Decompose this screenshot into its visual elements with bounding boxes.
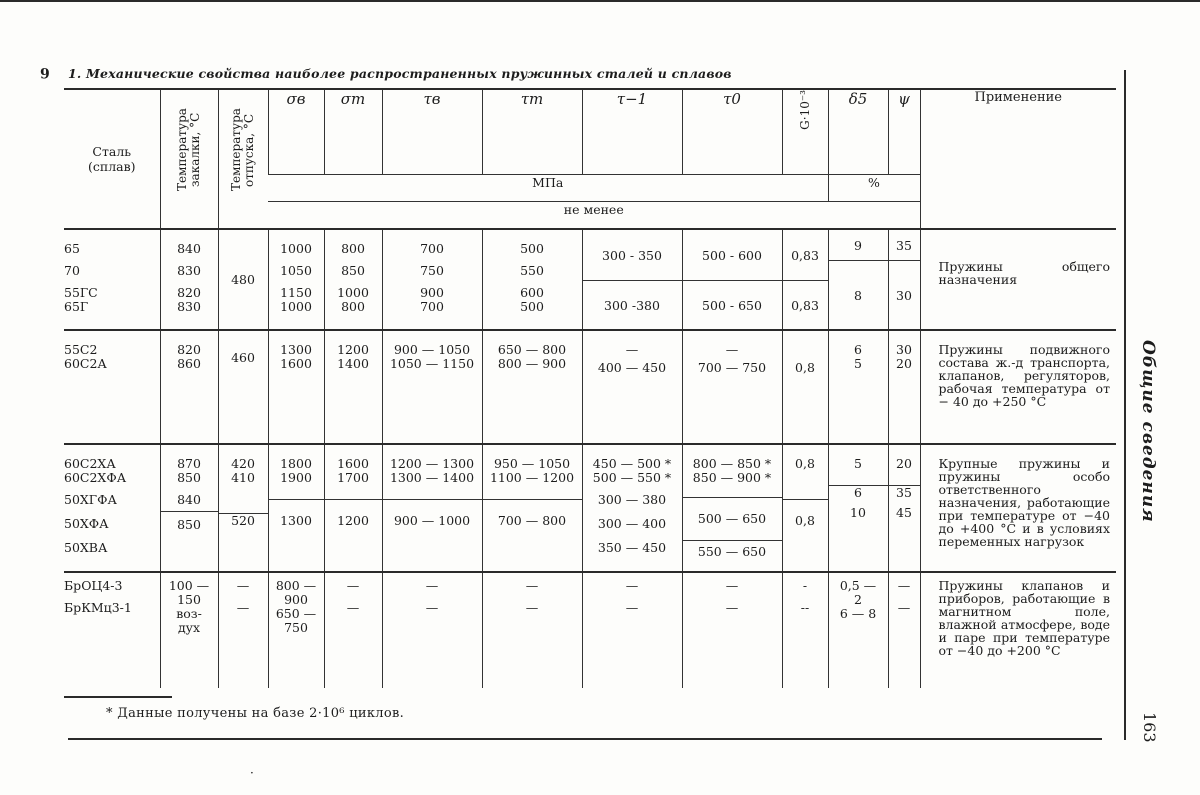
application-cell: Пружины клапанов и приборов, работающие в магнитном поле, влажной атмосфере, воде и паре при температуре от −40 до +200 °С — [920, 572, 1116, 688]
footnote-rule — [64, 696, 172, 698]
steel-cell: 60С2ХА 60С2ХФА 50ХГФА 50ХФА 50ХВА — [64, 444, 160, 572]
steel-cell: 65 70 55ГС 65Г — [64, 229, 160, 330]
header-tau-t: τт — [482, 89, 582, 175]
quench-cell: 820 860 — [160, 330, 218, 444]
temper-cell: 480 — [218, 229, 268, 330]
sigma-t-cell: 800 850 1000 800 — [324, 229, 382, 330]
delta5-cell: 5 6 10 — [828, 444, 888, 572]
tau-t-cell: 500 550 600 500 — [482, 229, 582, 330]
sigma-b-cell: 800 — 900 650 — 750 — [268, 572, 324, 688]
g-cell: - -- — [782, 572, 828, 688]
tau-m1-cell: — 400 — 450 — [582, 330, 682, 444]
temper-cell: 460 — [218, 330, 268, 444]
header-delta5: δ5 — [828, 89, 888, 175]
application-cell: Пружины общего назначения — [920, 229, 1116, 330]
header-not-less: не менее — [268, 202, 920, 230]
tau-b-cell: 700 750 900 700 — [382, 229, 482, 330]
g-cell: 0,8 — [782, 330, 828, 444]
tau-t-cell: 950 — 1050 1100 — 1200 700 — 800 — [482, 444, 582, 572]
sigma-t-cell: 1600 1700 1200 — [324, 444, 382, 572]
quench-cell: 840 830 820 830 — [160, 229, 218, 330]
tau-0-cell: — — — [682, 572, 782, 688]
table-row — [64, 572, 1116, 688]
footnote: * Данные получены на базе 2·10⁶ циклов. — [106, 706, 404, 721]
header-unit-percent: % — [828, 175, 920, 202]
g-cell: 0,8 0,8 — [782, 444, 828, 572]
steel-cell: 55С2 60С2А — [64, 330, 160, 444]
delta5-cell: 9 8 — [828, 229, 888, 330]
sigma-b-cell: 1000 1050 1150 1000 — [268, 229, 324, 330]
steel-cell: БрОЦ4-3 БрКМц3-1 — [64, 572, 160, 688]
tau-m1-cell: 300 - 350 300 -380 — [582, 229, 682, 330]
header-temper-temp: Температура отпуска, °С — [218, 89, 268, 229]
g-cell: 0,83 0,83 — [782, 229, 828, 330]
table-row — [64, 330, 1116, 444]
header-quench-temp: Температура закалки, °С — [160, 89, 218, 229]
steel-properties-table — [64, 88, 1116, 688]
table-row — [64, 444, 1116, 572]
tau-t-cell: — — — [482, 572, 582, 688]
psi-cell: 30 20 — [888, 330, 920, 444]
header-psi: ψ — [888, 89, 920, 175]
header-tau-0: τ0 — [682, 89, 782, 175]
top-border — [0, 0, 1200, 2]
tau-t-cell: 650 — 800 800 — 900 — [482, 330, 582, 444]
sigma-b-cell: 1800 1900 1300 — [268, 444, 324, 572]
temper-cell: — — — [218, 572, 268, 688]
section-side-title: Общие сведения — [1138, 340, 1158, 523]
tau-b-cell: 900 — 1050 1050 — 1150 — [382, 330, 482, 444]
table-row — [64, 229, 1116, 330]
right-margin-rule — [1124, 70, 1126, 740]
psi-cell: 20 35 45 — [888, 444, 920, 572]
tau-0-cell: — 700 — 750 — [682, 330, 782, 444]
header-tau-b: τв — [382, 89, 482, 175]
page-number: 163 — [1140, 712, 1159, 743]
sigma-b-cell: 1300 1600 — [268, 330, 324, 444]
page-marker: 6 — [40, 64, 50, 80]
quench-cell: 870 850 840 850 — [160, 444, 218, 572]
print-speck: · — [250, 766, 254, 780]
tau-m1-cell: — — — [582, 572, 682, 688]
sigma-t-cell: — — — [324, 572, 382, 688]
tau-b-cell: — — — [382, 572, 482, 688]
delta5-cell: 0,5 — 2 6 — 8 — [828, 572, 888, 688]
sigma-t-cell: 1200 1400 — [324, 330, 382, 444]
quench-cell: 100 — 150 воз- дух — [160, 572, 218, 688]
tau-b-cell: 1200 — 1300 1300 — 1400 900 — 1000 — [382, 444, 482, 572]
psi-cell: — — — [888, 572, 920, 688]
temper-cell: 420 410 520 — [218, 444, 268, 572]
header-sigma-t: σт — [324, 89, 382, 175]
tau-m1-cell: 450 — 500 * 500 — 550 * 300 — 380 300 — 400 350 — 450 — [582, 444, 682, 572]
application-cell: Пружины подвижного состава ж.-д транспорта, клапанов, регуляторов, рабочая температура от − 40 до +250 °С — [920, 330, 1116, 444]
tau-0-cell: 800 — 850 * 850 — 900 * 500 — 650 550 — 650 — [682, 444, 782, 572]
tau-0-cell: 500 - 600 500 - 650 — [682, 229, 782, 330]
header-unit-mpa: МПа — [268, 175, 828, 202]
header-application: Применение — [920, 89, 1116, 229]
header-shear-modulus: G·10⁻³ — [782, 89, 828, 175]
delta5-cell: 6 5 — [828, 330, 888, 444]
header-sigma-b: σв — [268, 89, 324, 175]
psi-cell: 35 30 — [888, 229, 920, 330]
bottom-rule — [68, 738, 1102, 740]
table-caption: 1. Механические свойства наиболее распространенных пружинных сталей и сплавов — [68, 66, 732, 81]
application-cell: Крупные пружины и пружины особо ответственного назначения, работающие при температуре от −40 до +400 °С и в условиях переменных нагрузок — [920, 444, 1116, 572]
header-tau-minus1: τ−1 — [582, 89, 682, 175]
header-steel: Сталь (сплав) — [64, 89, 160, 229]
